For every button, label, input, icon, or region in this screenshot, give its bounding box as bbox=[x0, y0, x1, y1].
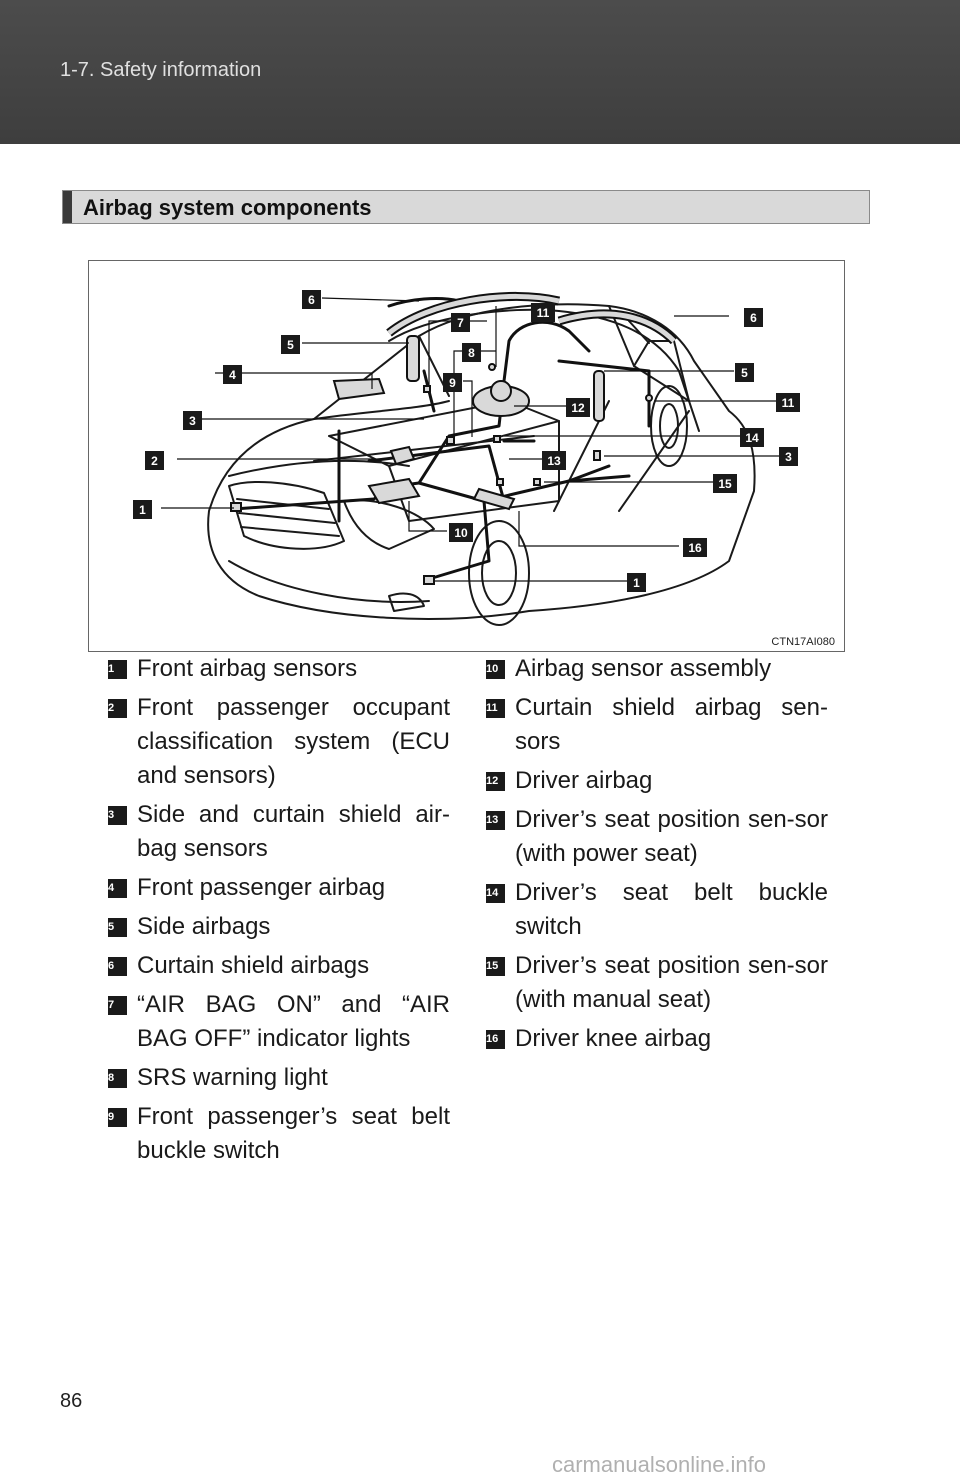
legend-text: Driver’s seat position sen-sor (with manual seat) bbox=[515, 952, 828, 1013]
legend-item bbox=[108, 949, 450, 983]
curtain-sensor-rear bbox=[646, 395, 652, 401]
watermark: carmanualsonline.info bbox=[552, 1452, 767, 1477]
callout-number: 1 bbox=[633, 576, 640, 590]
callout-badge bbox=[683, 538, 707, 557]
callout-number: 14 bbox=[745, 431, 759, 445]
legend-text: Front passenger airbag bbox=[137, 874, 386, 901]
legend-text: “AIR BAG ON” and “AIR BAG OFF” indicator lights bbox=[137, 991, 450, 1052]
airbag-components-figure bbox=[88, 260, 845, 652]
seat-position-sensor-power bbox=[497, 479, 503, 485]
legend-right-column bbox=[486, 652, 828, 1061]
legend-text: SRS warning light bbox=[137, 1064, 328, 1091]
front-sensor-left bbox=[231, 503, 241, 511]
legend-item bbox=[108, 691, 450, 793]
callout-number: 3 bbox=[189, 414, 196, 428]
side-sensor-left bbox=[424, 386, 430, 392]
callout-badge bbox=[744, 308, 763, 327]
legend-number-badge: 7 bbox=[108, 996, 127, 1015]
side-airbag-right bbox=[594, 371, 604, 421]
buckle-switch-passenger bbox=[447, 437, 454, 444]
callout-number: 11 bbox=[781, 396, 795, 410]
buckle-switch-driver bbox=[494, 436, 500, 442]
legend-item bbox=[108, 652, 450, 686]
callout-number: 6 bbox=[308, 293, 315, 307]
callout-number: 6 bbox=[750, 311, 757, 325]
legend-text: Driver’s seat belt buckle switch bbox=[515, 879, 828, 940]
figure-code: CTN17AI080 bbox=[771, 636, 835, 648]
callout-number: 3 bbox=[785, 450, 792, 464]
callout-number: 12 bbox=[571, 401, 585, 415]
callout-badge bbox=[223, 365, 242, 384]
callout-number: 1 bbox=[139, 503, 146, 517]
curtain-sensor-front bbox=[489, 364, 495, 370]
legend-text: Driver airbag bbox=[515, 767, 653, 794]
callout-number: 11 bbox=[536, 306, 550, 320]
legend-number-badge: 8 bbox=[108, 1069, 127, 1088]
legend-number-badge: 13 bbox=[486, 811, 505, 830]
car-illustration bbox=[89, 261, 845, 652]
callout-badge bbox=[776, 393, 800, 412]
callout-number: 7 bbox=[457, 316, 464, 330]
legend-text: Curtain shield airbags bbox=[137, 952, 370, 979]
legend-text: Driver’s seat position sen-sor (with power seat) bbox=[515, 806, 828, 867]
callout-number: 15 bbox=[718, 477, 732, 491]
callout-number: 5 bbox=[287, 338, 294, 352]
callout-number: 16 bbox=[688, 541, 702, 555]
legend-text: Side airbags bbox=[137, 913, 271, 940]
legend-item bbox=[486, 691, 828, 759]
page-header bbox=[0, 0, 960, 144]
legend-item bbox=[108, 910, 450, 944]
legend-item bbox=[108, 871, 450, 905]
legend-text: Front passenger’s seat belt buckle switch bbox=[137, 1103, 450, 1164]
legend-item bbox=[486, 803, 828, 871]
callout-badge bbox=[740, 428, 764, 447]
legend-item bbox=[486, 949, 828, 1017]
callout-badge bbox=[627, 573, 646, 592]
legend-item bbox=[108, 1100, 450, 1168]
driver-knee-airbag bbox=[474, 489, 514, 509]
airbag-sensor-assembly bbox=[369, 479, 419, 503]
callout-number: 4 bbox=[229, 368, 236, 382]
header-section-title: 1-7. Safety information bbox=[60, 59, 262, 81]
occupant-classification-ecu bbox=[391, 447, 414, 464]
legend-number-badge: 10 bbox=[486, 660, 505, 679]
legend-item bbox=[108, 988, 450, 1056]
legend-number-badge: 4 bbox=[108, 879, 127, 898]
legend-number-badge: 11 bbox=[486, 699, 505, 718]
callout-badge bbox=[443, 373, 462, 392]
page-number: 86 bbox=[60, 1390, 83, 1412]
callout-badge bbox=[542, 451, 566, 470]
legend-item bbox=[108, 1061, 450, 1095]
callout-badge bbox=[462, 343, 481, 362]
legend-item bbox=[486, 1022, 828, 1056]
legend-item bbox=[108, 798, 450, 866]
callout-badge bbox=[302, 290, 321, 309]
legend-item bbox=[486, 652, 828, 686]
legend-text: Driver knee airbag bbox=[515, 1025, 712, 1052]
legend-number-badge: 15 bbox=[486, 957, 505, 976]
legend-text: Curtain shield airbag sen-sors bbox=[515, 694, 828, 755]
callout-badge bbox=[145, 451, 164, 470]
callout-number: 5 bbox=[741, 366, 748, 380]
callout-badge bbox=[713, 474, 737, 493]
passenger-airbag-module bbox=[334, 379, 384, 399]
callout-badge bbox=[133, 500, 152, 519]
callout-number: 9 bbox=[449, 376, 456, 390]
legend-text: Side and curtain shield air-bag sensors bbox=[137, 801, 450, 862]
callout-number: 2 bbox=[151, 454, 158, 468]
legend-number-badge: 6 bbox=[108, 957, 127, 976]
callout-badge bbox=[735, 363, 754, 382]
front-sensor-right bbox=[424, 576, 434, 584]
legend-item bbox=[486, 764, 828, 798]
callout-badge bbox=[281, 335, 300, 354]
side-sensor-right bbox=[594, 451, 600, 460]
callout-badge bbox=[451, 313, 470, 332]
legend-number-badge: 1 bbox=[108, 660, 127, 679]
legend-number-badge: 2 bbox=[108, 699, 127, 718]
legend-number-badge: 14 bbox=[486, 884, 505, 903]
figure-callout-labels bbox=[133, 290, 800, 592]
legend-number-badge: 16 bbox=[486, 1030, 505, 1049]
section-title: Airbag system components bbox=[83, 195, 372, 220]
section-heading-bar bbox=[62, 190, 870, 224]
callout-badge bbox=[566, 398, 590, 417]
legend-item bbox=[486, 876, 828, 944]
callout-number: 10 bbox=[454, 526, 468, 540]
steering-hub bbox=[491, 381, 511, 401]
callout-badge bbox=[531, 303, 555, 322]
legend-number-badge: 3 bbox=[108, 806, 127, 825]
seat-position-sensor-manual bbox=[534, 479, 540, 485]
callout-badge bbox=[779, 447, 798, 466]
callout-badge bbox=[183, 411, 202, 430]
legend-text: Airbag sensor assembly bbox=[515, 655, 772, 682]
legend-number-badge: 5 bbox=[108, 918, 127, 937]
callout-number: 13 bbox=[547, 454, 561, 468]
legend-number-badge: 12 bbox=[486, 772, 505, 791]
legend-text: Front airbag sensors bbox=[137, 655, 358, 682]
legend-number-badge: 9 bbox=[108, 1108, 127, 1127]
callout-number: 8 bbox=[468, 346, 475, 360]
legend-text: Front passenger occupant classification system (ECU and sensors) bbox=[137, 694, 450, 789]
callout-badge bbox=[449, 523, 473, 542]
legend-left-column bbox=[108, 652, 450, 1173]
